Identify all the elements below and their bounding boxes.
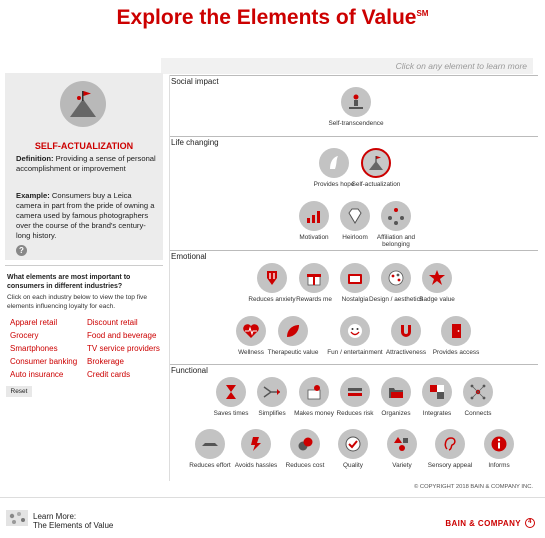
industry-link-food-and-beverage[interactable]: Food and beverage: [87, 331, 157, 340]
element-sensory-appeal[interactable]: Sensory appeal: [422, 429, 478, 469]
element-self-transcendence[interactable]: Self-transcendence: [328, 87, 384, 127]
attractiveness-icon: [391, 316, 421, 346]
therapeutic-value-icon: [278, 316, 308, 346]
element-reduces-effort[interactable]: Reduces effort: [182, 429, 238, 469]
element-self-actualization[interactable]: Self-actualization: [348, 148, 404, 188]
organizes-icon: [381, 377, 411, 407]
element-quality[interactable]: Quality: [325, 429, 381, 469]
industry-link-tv-service-providers[interactable]: TV service providers: [87, 344, 160, 353]
element-rewards-me[interactable]: Rewards me: [286, 263, 342, 303]
footer-divider: [0, 497, 545, 498]
wellness-icon: [236, 316, 266, 346]
affiliation-icon: [381, 201, 411, 231]
industry-link-smartphones[interactable]: Smartphones: [10, 344, 58, 353]
divider: [5, 265, 163, 266]
industry-instructions: Click on each industry below to view the top five elements influencing loyalty for each.: [7, 294, 148, 310]
provides-hope-icon: [319, 148, 349, 178]
element-informs[interactable]: Informs: [471, 429, 527, 469]
industry-link-apparel-retail[interactable]: Apparel retail: [10, 318, 58, 327]
avoids-hassles-icon: [241, 429, 271, 459]
section-divider: [170, 75, 538, 76]
industry-link-brokerage[interactable]: Brokerage: [87, 357, 124, 366]
badge-value-icon: [422, 263, 452, 293]
page-title: Explore the Elements of Value℠: [116, 6, 429, 29]
element-wellness[interactable]: Wellness: [223, 316, 279, 356]
self-actualization-icon: [361, 148, 391, 178]
element-design-aesthetics[interactable]: Design / aesthetics: [368, 263, 424, 303]
element-saves-time[interactable]: Saves times: [203, 377, 259, 417]
element-heirloom[interactable]: Heirloom: [327, 201, 383, 241]
element-provides-access[interactable]: Provides access: [428, 316, 484, 356]
bain-company-logo: BAIN & COMPANY 4: [445, 518, 535, 528]
integrates-icon: [422, 377, 452, 407]
industry-link-credit-cards[interactable]: Credit cards: [87, 370, 131, 379]
element-badge-value[interactable]: Badge value: [409, 263, 465, 303]
help-icon[interactable]: ?: [16, 245, 27, 256]
info-example: Example: Consumers buy a Leica camera in part from the pride of owning a camera used by famous photographers over the course of the brand's century-long history.: [16, 191, 155, 240]
quality-icon: [338, 429, 368, 459]
element-therapeutic-value[interactable]: Therapeutic value: [265, 316, 321, 356]
section-divider: [170, 250, 538, 251]
variety-icon: [387, 429, 417, 459]
industry-question: What elements are most important to consumers in different industries?: [7, 274, 131, 290]
element-info-panel: [5, 73, 163, 260]
section-social-impact-label: Social impact: [171, 77, 219, 86]
section-divider: [170, 136, 538, 137]
info-definition: Definition: Providing a sense of personal accomplishment or improvement: [16, 154, 156, 173]
element-makes-money[interactable]: Makes money: [286, 377, 342, 417]
element-reduces-risk[interactable]: Reduces risk: [327, 377, 383, 417]
element-provides-hope[interactable]: Provides hope: [306, 148, 362, 188]
section-functional-label: Functional: [171, 366, 208, 375]
reduces-risk-icon: [340, 377, 370, 407]
nostalgia-icon: [340, 263, 370, 293]
element-simplifies[interactable]: Simplifies: [244, 377, 300, 417]
learn-more-thumbnail-icon[interactable]: [5, 508, 29, 528]
reset-button[interactable]: Reset: [6, 386, 32, 397]
section-emotional-label: Emotional: [171, 252, 207, 261]
element-reduces-anxiety[interactable]: Reduces anxiety: [244, 263, 300, 303]
element-integrates[interactable]: Integrates: [409, 377, 465, 417]
connects-icon: [463, 377, 493, 407]
copyright-notice: © COPYRIGHT 2018 BAIN & COMPANY INC.: [414, 484, 533, 490]
element-nostalgia[interactable]: Nostalgia: [327, 263, 383, 303]
reduces-anxiety-icon: [257, 263, 287, 293]
makes-money-icon: [299, 377, 329, 407]
element-avoids-hassles[interactable]: Avoids hassles: [228, 429, 284, 469]
element-connects[interactable]: Connects: [450, 377, 506, 417]
section-life-changing-label: Life changing: [171, 138, 219, 147]
element-attractiveness[interactable]: Attractiveness: [378, 316, 434, 356]
reduces-effort-icon: [195, 429, 225, 459]
info-title: SELF-ACTUALIZATION: [34, 141, 134, 151]
industry-link-auto-insurance[interactable]: Auto insurance: [10, 370, 64, 379]
simplifies-icon: [257, 377, 287, 407]
self-transcendence-icon: [341, 87, 371, 117]
provides-access-icon: [441, 316, 471, 346]
fun-entertainment-icon: [340, 316, 370, 346]
element-reduces-cost[interactable]: Reduces cost: [277, 429, 333, 469]
section-divider: [170, 364, 538, 365]
industry-link-consumer-banking[interactable]: Consumer banking: [10, 357, 78, 366]
sensory-appeal-icon: [435, 429, 465, 459]
saves-time-icon: [216, 377, 246, 407]
motivation-icon: [299, 201, 329, 231]
element-fun-entertainment[interactable]: Fun / entertainment: [327, 316, 383, 356]
informs-icon: [484, 429, 514, 459]
instruction-hint: Click on any element to learn more: [161, 58, 533, 74]
heirloom-icon: [340, 201, 370, 231]
design-aesthetics-icon: [381, 263, 411, 293]
element-motivation[interactable]: Motivation: [286, 201, 342, 241]
element-organizes[interactable]: Organizes: [368, 377, 424, 417]
industry-link-discount-retail[interactable]: Discount retail: [87, 318, 138, 327]
reduces-cost-icon: [290, 429, 320, 459]
rewards-me-icon: [299, 263, 329, 293]
self-actualization-icon: [60, 81, 106, 127]
element-variety[interactable]: Variety: [374, 429, 430, 469]
industry-link-grocery[interactable]: Grocery: [10, 331, 39, 340]
learn-more-link[interactable]: Learn More: The Elements of Value: [33, 512, 114, 530]
element-affiliation-and-belonging[interactable]: Affiliation and belonging: [368, 201, 424, 249]
